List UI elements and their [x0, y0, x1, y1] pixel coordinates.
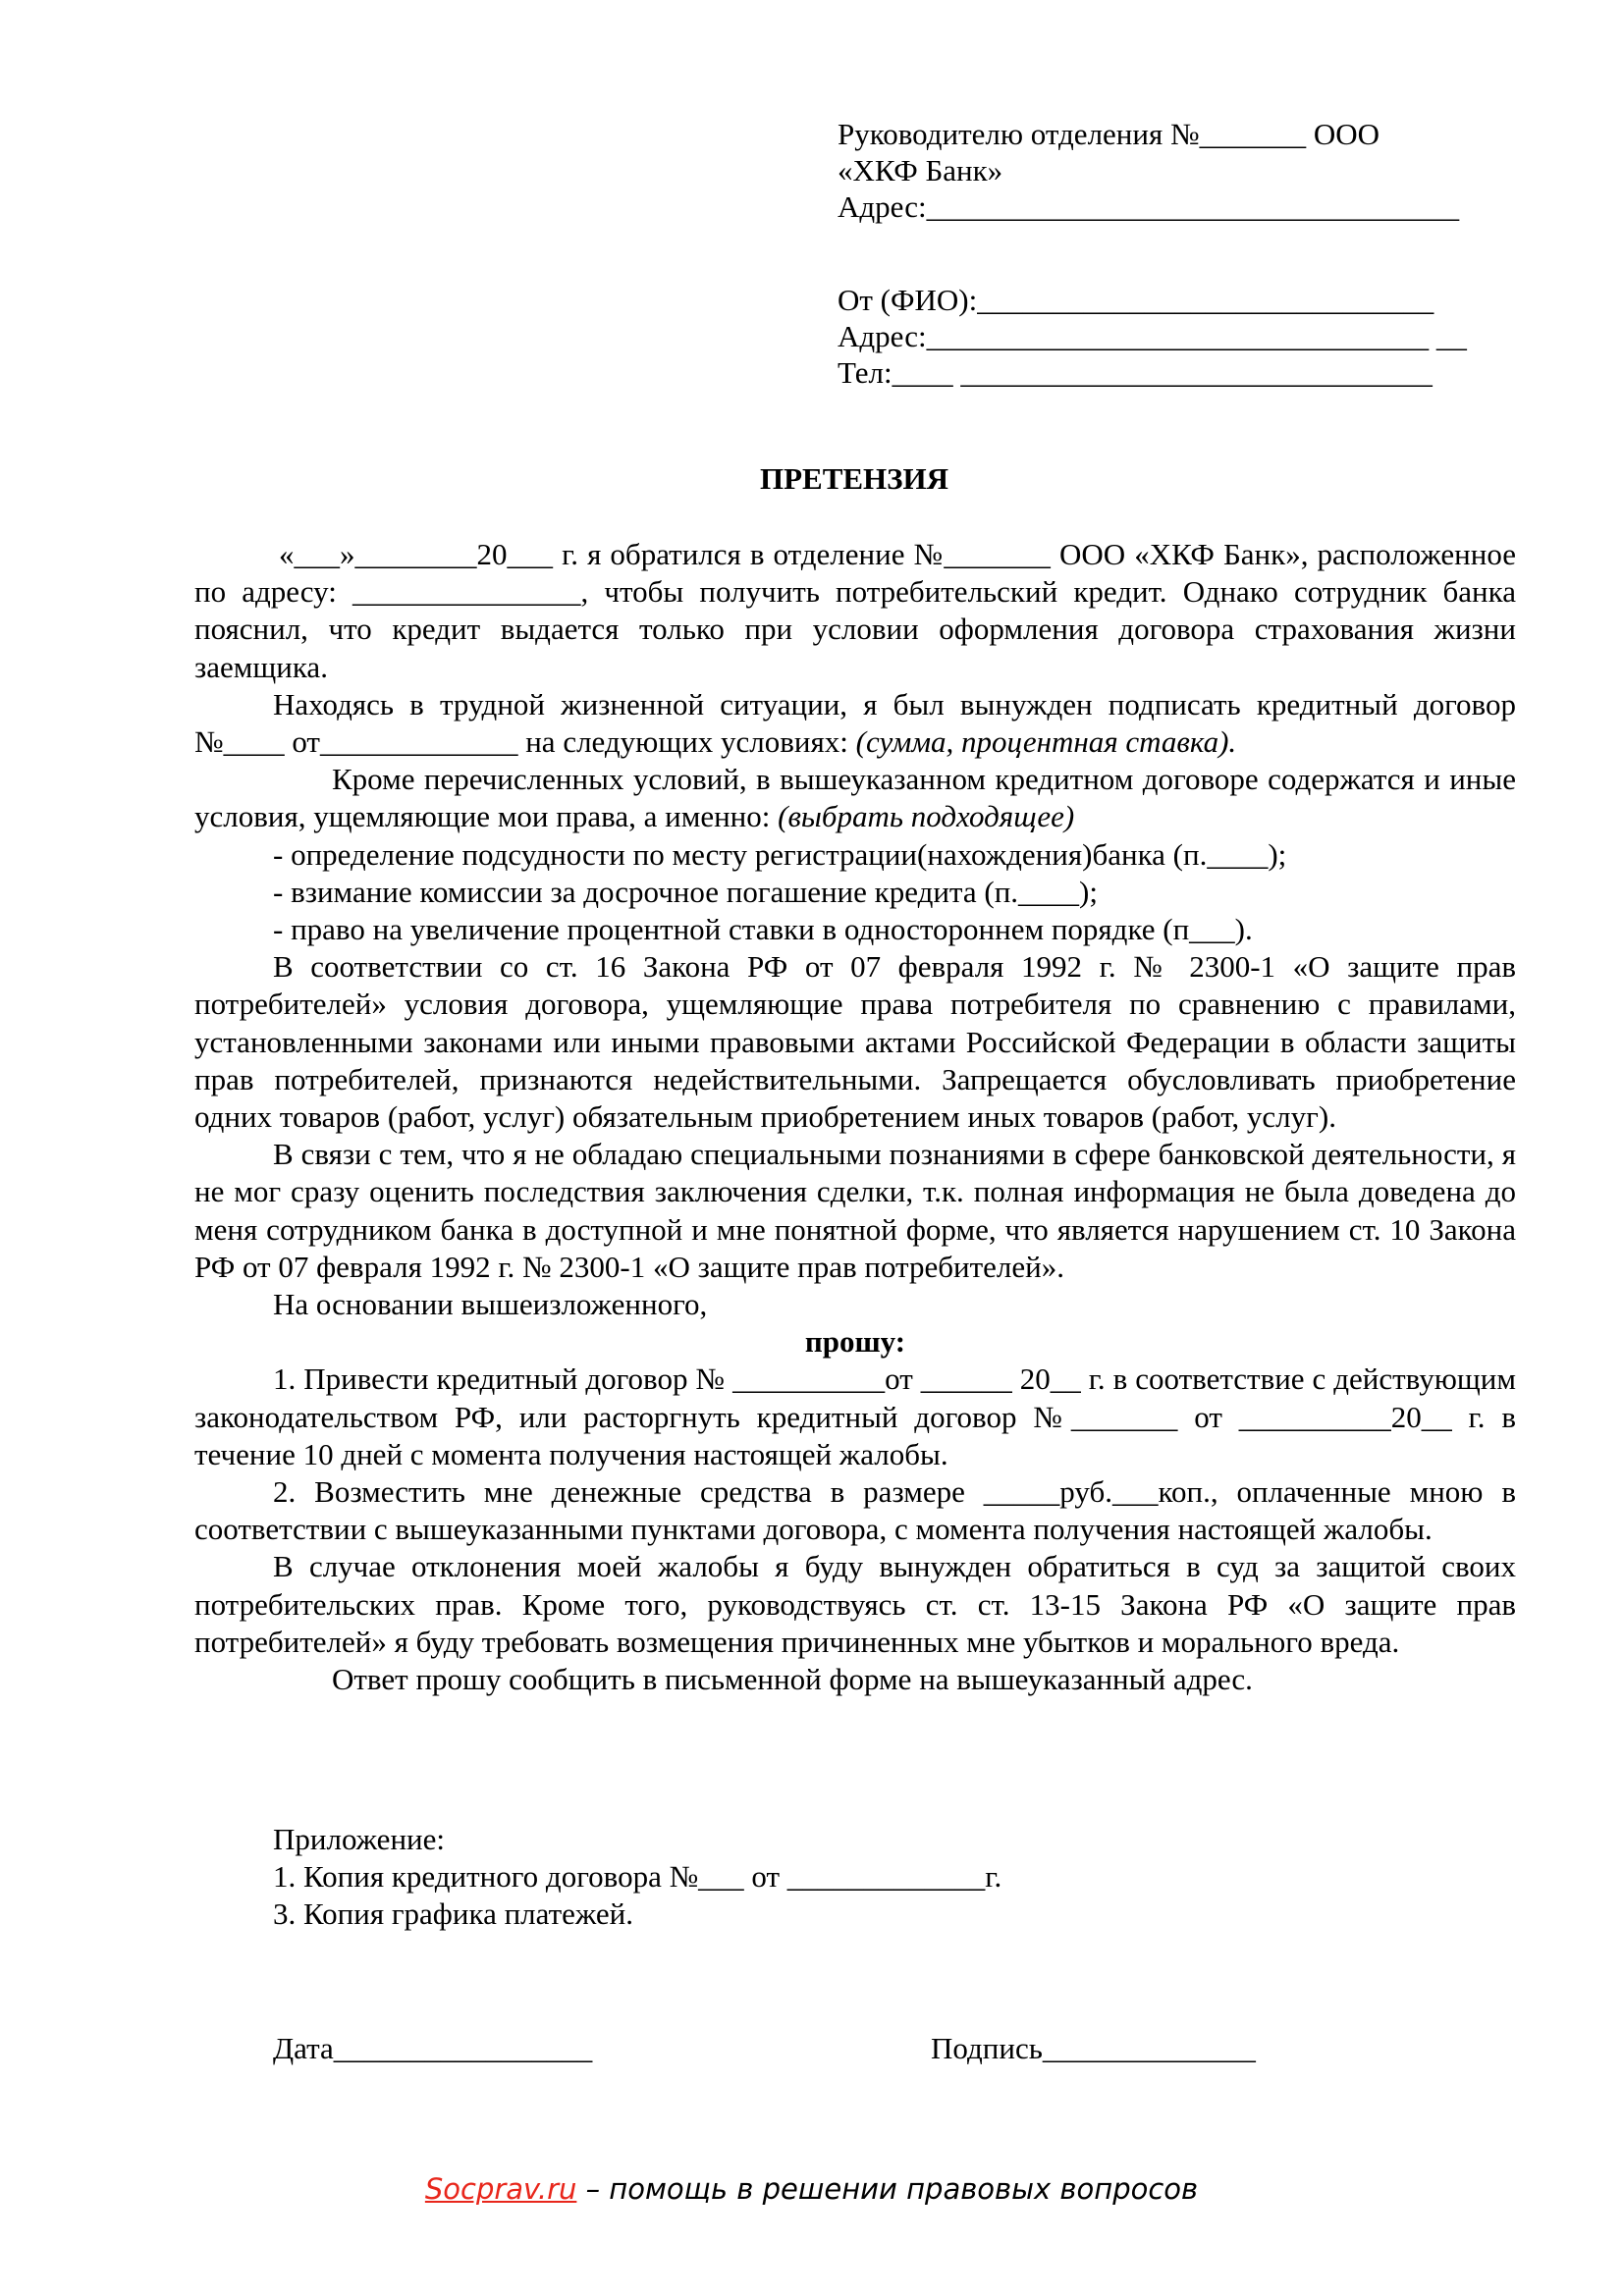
paragraph-intro: «___»________20___ г. я обратился в отделение №_______ ООО «ХКФ Банк», расположенное по адресу: _______________, чтобы получить потребительский кредит. Однако сотрудник банка пояснил, что кредит выдается только при условии оформления договора страхования жизни заемщика.	[194, 537, 1516, 684]
addressee-block	[838, 116, 1525, 391]
document-title: ПРЕТЕНЗИЯ	[759, 461, 949, 496]
paragraph-law-reference: В соответствии со ст. 16 Закона РФ от 07 февраля 1992 г. № 2300-1 «О защите прав потребителей» условия договора, ущемляющие права потребителя по сравнению с правилами, установленными законами или иными правовыми актами Российской Федерации в области защиты прав потребителей, признаются недействительными. Запрещается обусловливать приобретение одних товаров (работ, услуг) обязательным приобретением иных товаров (работ, услуг).	[194, 949, 1516, 1135]
list-item: - право на увеличение процентной ставки в одностороннем порядке (п___).	[273, 912, 1253, 947]
request-heading: прошу:	[804, 1324, 906, 1360]
paragraph-response-request: Ответ прошу сообщить в письменной форме на вышеуказанный адрес.	[332, 1662, 1253, 1697]
sender-phone-line: Тел:____ _______________________________	[838, 355, 1433, 390]
addressee-gap	[838, 225, 1525, 282]
request-item-2: 2. Возместить мне денежные средства в размере _____руб.___коп., оплаченные мною в соответствии с вышеуказанными пунктами договора, с момента получения настоящей жалобы.	[194, 1474, 1516, 1547]
addressee-recipient-line: Руководителю отделения №_______ ООО	[838, 117, 1380, 151]
site-link[interactable]: Socprav.ru	[424, 2172, 577, 2206]
document-body	[194, 536, 1516, 1698]
date-field: Дата_________________	[273, 2031, 593, 2065]
footer	[0, 2171, 1623, 2207]
list-item: - определение подсудности по месту регистрации(нахождения)банка (п.____);	[273, 836, 1287, 872]
addressee-bank-name: «ХКФ Банк»	[838, 153, 1003, 187]
paragraph-contract-text: Находясь в трудной жизненной ситуации, я был вынужден подписать кредитный договор №____ от_____________ на следующих условиях:	[194, 686, 1516, 760]
addressee-address-line: Адрес:___________________________________	[838, 189, 1460, 224]
paragraph-court-warning: В случае отклонения моей жалобы я буду вынужден обратиться в суд за защитой своих потребительских прав. Кроме того, руководствуясь ст. ст. 13-15 Закона РФ «О защите прав потребителей» я буду требовать возмещения причиненных мне убытков и морального вреда.	[194, 1549, 1516, 1659]
sender-address-line: Адрес:_________________________________ __	[838, 319, 1467, 353]
sender-name-line: От (ФИО):______________________________	[838, 283, 1434, 317]
attachment-item: 1. Копия кредитного договора №___ от _____________г.	[273, 1859, 1002, 1894]
attachments-block	[273, 1821, 1157, 1933]
paragraph-contract	[194, 686, 1516, 761]
footer-tagline: – помощь в решении правовых вопросов	[576, 2172, 1199, 2206]
signature-field: Подпись______________	[931, 2031, 1256, 2065]
paragraph-conditions-hint: (выбрать подходящее)	[778, 799, 1075, 834]
request-item-1: 1. Привести кредитный договор № __________от ______ 20__ г. в соответствие с действующим законодательством РФ, или расторгнуть кредитный договор №_______ от __________20__ г. в течение 10 дней с момента получения настоящей жалобы.	[194, 1362, 1516, 1471]
attachments-heading: Приложение:	[273, 1822, 445, 1856]
paragraph-basis: На основании вышеизложенного,	[273, 1287, 708, 1322]
attachment-item: 3. Копия графика платежей.	[273, 1896, 634, 1931]
paragraph-conditions-text: Кроме перечисленных условий, в вышеуказанном кредитном договоре содержатся и иные условия, ущемляющие мои права, а именно:	[194, 762, 1516, 834]
paragraph-knowledge: В связи с тем, что я не обладаю специальными познаниями в сфере банковской деятельности, я не мог сразу оценить последствия заключения сделки, т.к. полная информация не была доведена до меня сотрудником банка в доступной и мне понятной форме, что является нарушением ст. 10 Закона РФ от 07 февраля 1992 г. № 2300-1 «О защите прав потребителей».	[194, 1137, 1516, 1284]
list-item: - взимание комиссии за досрочное погашение кредита (п.____);	[273, 874, 1098, 909]
paragraph-conditions	[194, 761, 1516, 835]
paragraph-contract-hint: (сумма, процентная ставка).	[855, 724, 1237, 760]
